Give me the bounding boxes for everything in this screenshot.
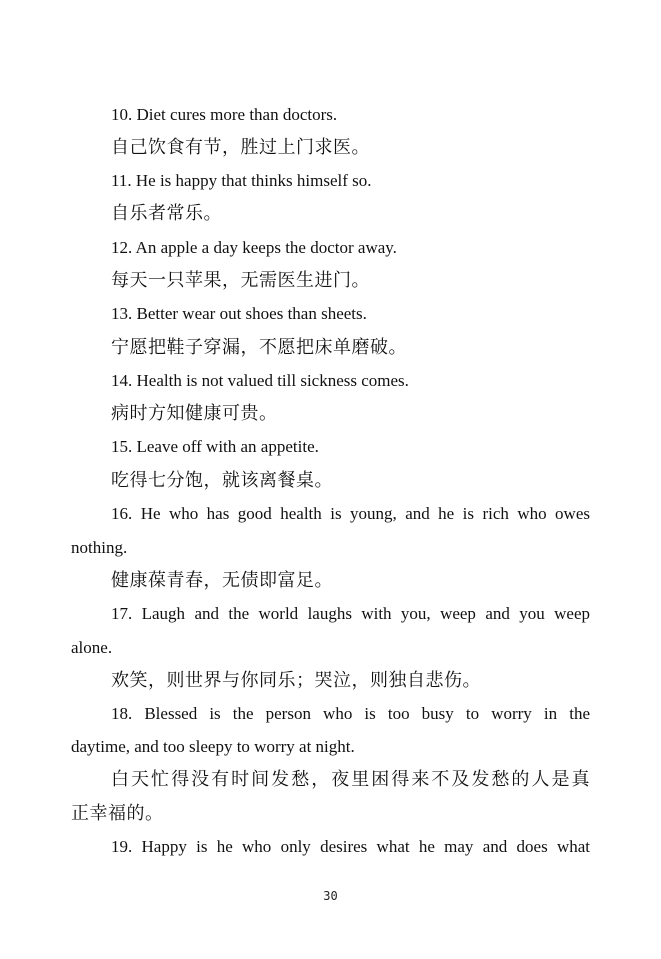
proverb-18-chinese-line1: 白天忙得没有时间发愁，夜里困得来不及发愁的人是真: [111, 769, 590, 790]
proverb-14-chinese: 病时方知健康可贵。: [111, 403, 278, 424]
proverb-18-english-line2: daytime, and too sleepy to worry at night.: [71, 737, 355, 756]
proverb-12-english: 12. An apple a day keeps the doctor away.: [111, 238, 397, 257]
proverb-11-chinese: 自乐者常乐。: [111, 203, 222, 224]
proverb-15-english: 15. Leave off with an appetite.: [111, 437, 319, 456]
proverb-17-chinese: 欢笑，则世界与你同乐；哭泣，则独自悲伤。: [111, 670, 481, 691]
proverb-15-chinese: 吃得七分饱，就该离餐桌。: [111, 470, 333, 491]
proverb-18-english-line1: 18. Blessed is the person who is too busy to worry in the: [111, 704, 590, 723]
proverb-16-english-line1: 16. He who has good health is young, and he is rich who owes: [111, 504, 590, 523]
proverb-16-english-line2: nothing.: [71, 538, 128, 557]
proverb-13-chinese: 宁愿把鞋子穿漏，不愿把床单磨破。: [111, 337, 407, 358]
page-number: 30: [323, 889, 338, 903]
proverb-14-english: 14. Health is not valued till sickness comes.: [111, 371, 409, 390]
proverb-10-english: 10. Diet cures more than doctors.: [111, 105, 338, 124]
proverb-17-english-line2: alone.: [71, 638, 113, 657]
proverb-13-english: 13. Better wear out shoes than sheets.: [111, 304, 367, 323]
proverb-12-chinese: 每天一只苹果，无需医生进门。: [111, 270, 370, 291]
proverb-19-english: 19. Happy is he who only desires what he may and does what: [111, 837, 590, 856]
proverb-10-chinese: 自己饮食有节，胜过上门求医。: [111, 137, 370, 158]
proverb-17-english-line1: 17. Laugh and the world laughs with you, weep and you weep: [111, 604, 590, 623]
proverb-16-chinese: 健康葆青春，无债即富足。: [111, 570, 333, 591]
proverb-11-english: 11. He is happy that thinks himself so.: [111, 171, 372, 190]
proverb-18-chinese-line2: 正幸福的。: [71, 803, 164, 824]
